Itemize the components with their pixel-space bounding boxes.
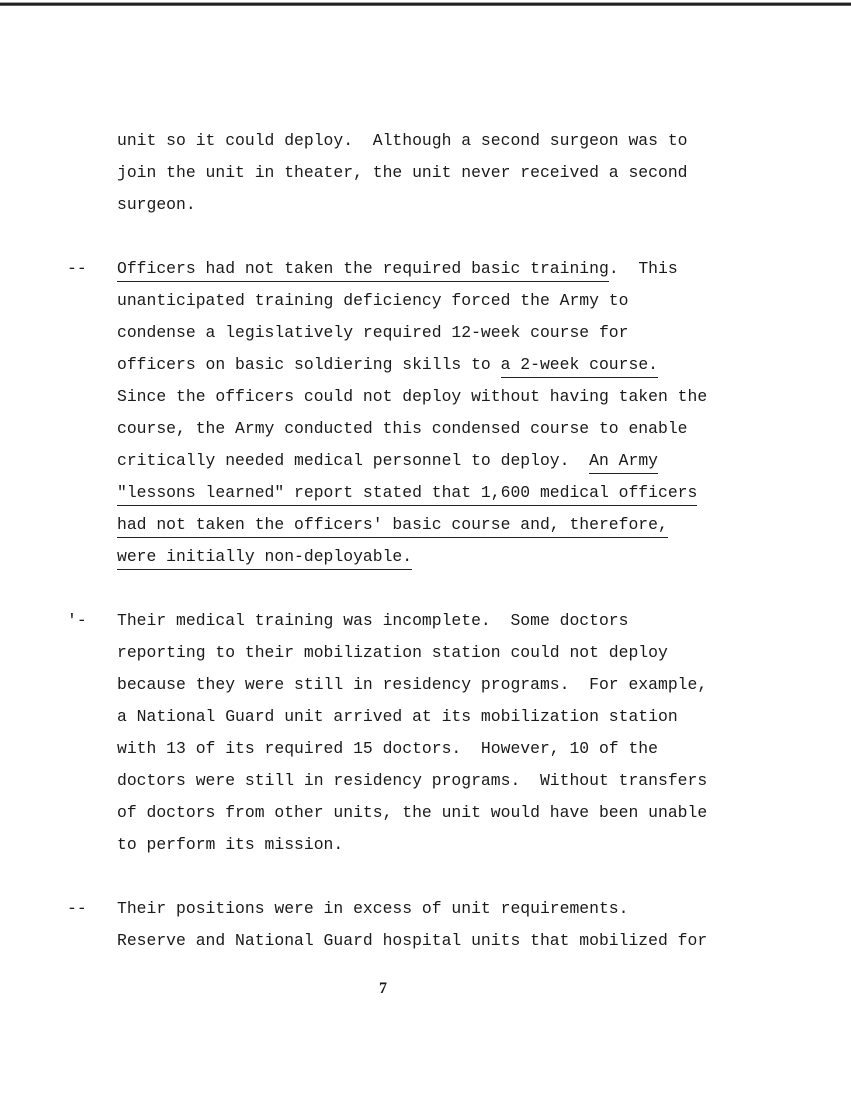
text-segment: Their positions were in excess of unit requirements. xyxy=(117,899,629,918)
text-line xyxy=(117,765,757,797)
text-line xyxy=(117,541,757,573)
text-line xyxy=(67,893,757,925)
document-body xyxy=(67,125,757,957)
text-line xyxy=(67,253,757,285)
text-segment: unanticipated training deficiency forced the Army to xyxy=(117,291,629,310)
text-segment: reporting to their mobilization station could not deploy xyxy=(117,643,668,662)
text-segment: officers on basic soldiering skills to xyxy=(117,355,501,374)
scan-top-edge xyxy=(0,2,851,6)
underlined-text: were initially non-deployable. xyxy=(117,547,412,570)
text-segment: Their medical training was incomplete. Some doctors xyxy=(117,611,629,630)
text-segment: . This xyxy=(608,259,678,278)
bullet-dash: -- xyxy=(67,899,87,918)
text-line xyxy=(67,605,757,637)
text-line xyxy=(117,477,757,509)
text-line xyxy=(117,349,757,381)
text-line xyxy=(117,445,757,477)
text-segment: with 13 of its required 15 doctors. However, 10 of the xyxy=(117,739,658,758)
text-segment: of doctors from other units, the unit would have been unable xyxy=(117,803,708,822)
underlined-text: a 2-week course. xyxy=(501,355,658,378)
text-line xyxy=(117,285,757,317)
underlined-text: "lessons learned" report stated that 1,600 medical officers xyxy=(117,483,697,506)
text-line xyxy=(117,797,757,829)
text-line xyxy=(117,925,757,957)
text-segment: course, the Army conducted this condensed course to enable xyxy=(117,419,688,438)
text-segment: critically needed medical personnel to deploy. xyxy=(117,451,590,470)
paragraph-gap xyxy=(117,221,757,253)
text-line xyxy=(117,829,757,861)
text-segment: a National Guard unit arrived at its mobilization station xyxy=(117,707,678,726)
text-segment: Reserve and National Guard hospital units that mobilized for xyxy=(117,931,708,950)
text-line xyxy=(117,189,757,221)
underlined-text: Officers had not taken the required basic training xyxy=(117,259,609,282)
underlined-text: had not taken the officers' basic course and, therefore, xyxy=(117,515,668,538)
text-line xyxy=(117,125,757,157)
text-line xyxy=(117,157,757,189)
text-segment: join the unit in theater, the unit never received a second xyxy=(117,163,688,182)
text-line xyxy=(117,701,757,733)
text-line xyxy=(117,381,757,413)
text-segment: because they were still in residency programs. For example, xyxy=(117,675,708,694)
text-line xyxy=(117,413,757,445)
text-line xyxy=(117,509,757,541)
underlined-text: An Army xyxy=(589,451,658,474)
text-segment: condense a legislatively required 12-week course for xyxy=(117,323,629,342)
bullet-dash: -- xyxy=(67,259,87,278)
paragraph-gap xyxy=(117,573,757,605)
text-segment: unit so it could deploy. Although a second surgeon was to xyxy=(117,131,688,150)
text-line xyxy=(117,669,757,701)
text-segment: surgeon. xyxy=(117,195,196,214)
bullet-dash: '- xyxy=(67,611,87,630)
paragraph-gap xyxy=(117,861,757,893)
text-line xyxy=(117,317,757,349)
text-segment: doctors were still in residency programs. Without transfers xyxy=(117,771,708,790)
text-segment: Since the officers could not deploy without having taken the xyxy=(117,387,708,406)
text-line xyxy=(117,637,757,669)
text-line xyxy=(117,733,757,765)
text-segment: to perform its mission. xyxy=(117,835,344,854)
page-number: 7 xyxy=(379,980,387,997)
